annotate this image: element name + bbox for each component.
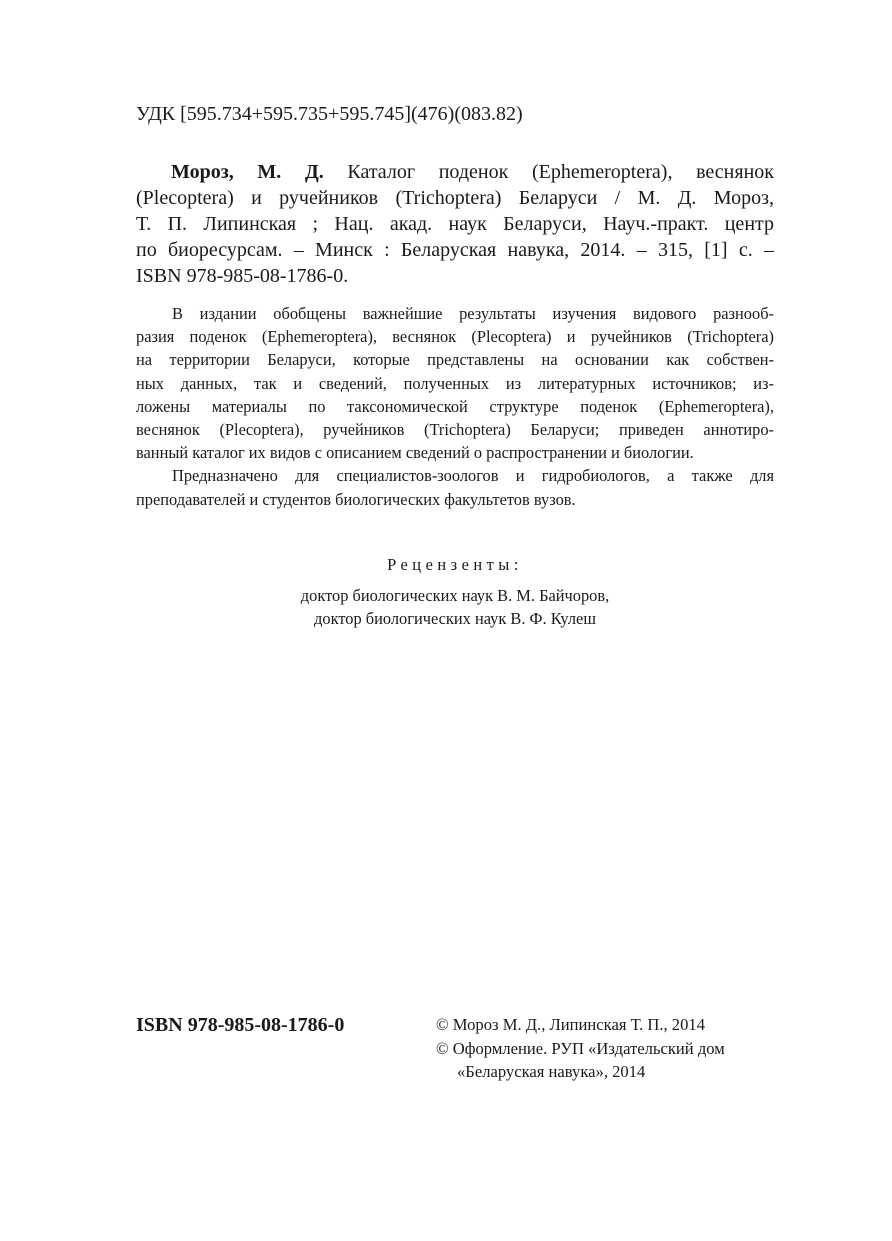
reviewer-name: доктор биологических наук В. М. Байчоров,	[300, 586, 610, 606]
author-name: Мороз, М. Д.	[171, 161, 324, 183]
annotation-line: ных данных, так и сведений, полученных из литературных источников; из-	[136, 373, 774, 393]
annotation-line: Предназначено для специалистов-зоологов и гидробиологов, а также для	[172, 466, 774, 486]
biblio-line-5: ISBN 978-985-08-1786-0.	[136, 265, 349, 287]
annotation-line: веснянок (Plecoptera), ручейников (Trichoptera) Беларуси; приведен аннотиро-	[136, 420, 774, 440]
annotation-line: на территории Беларуси, которые представлены на основании как собствен-	[136, 350, 774, 370]
biblio-line-3: Т. П. Липинская ; Нац. акад. наук Беларуси, Науч.-практ. центр	[136, 213, 774, 235]
copyright-design: © Оформление. РУП «Издательский дом	[436, 1038, 725, 1058]
reviewer-name: доктор биологических наук В. Ф. Кулеш	[314, 609, 596, 629]
udk-classification: УДК [595.734+595.735+595.745](476)(083.82)	[136, 103, 523, 125]
annotation	[136, 302, 774, 511]
copyright-block	[436, 1013, 725, 1084]
annotation-line: В издании обобщены важнейшие результаты изучения видового разнооб-	[172, 304, 774, 323]
copyright-publisher: «Беларуская навука», 2014	[457, 1062, 646, 1081]
bibliographic-record	[136, 159, 774, 289]
annotation-line: ванный каталог их видов с описанием сведений о распространении и биологии.	[136, 443, 694, 463]
annotation-line: ложены материалы по таксономической структуре поденок (Ephemeroptera),	[136, 396, 774, 416]
annotation-line: преподавателей и студентов биологических факультетов вузов.	[136, 489, 576, 509]
copyright-authors: © Мороз М. Д., Липинская Т. П., 2014	[436, 1015, 705, 1034]
reviewers-block	[136, 553, 774, 631]
biblio-title-start: Каталог поденок (Ephemeroptera), веснянок	[347, 161, 774, 183]
isbn-number: ISBN 978-985-08-1786-0	[136, 1014, 345, 1036]
biblio-line-4: по биоресурсам. – Минск : Беларуская навука, 2014. – 315, [1] с. –	[136, 239, 774, 261]
biblio-line-1	[136, 159, 774, 185]
biblio-line-2: (Plecoptera) и ручейников (Trichoptera) Беларуси / М. Д. Мороз,	[136, 187, 774, 209]
annotation-line: разия поденок (Ephemeroptera), веснянок (Plecoptera) и ручейников (Trichoptera)	[136, 327, 774, 347]
reviewers-heading: Рецензенты:	[387, 555, 523, 574]
